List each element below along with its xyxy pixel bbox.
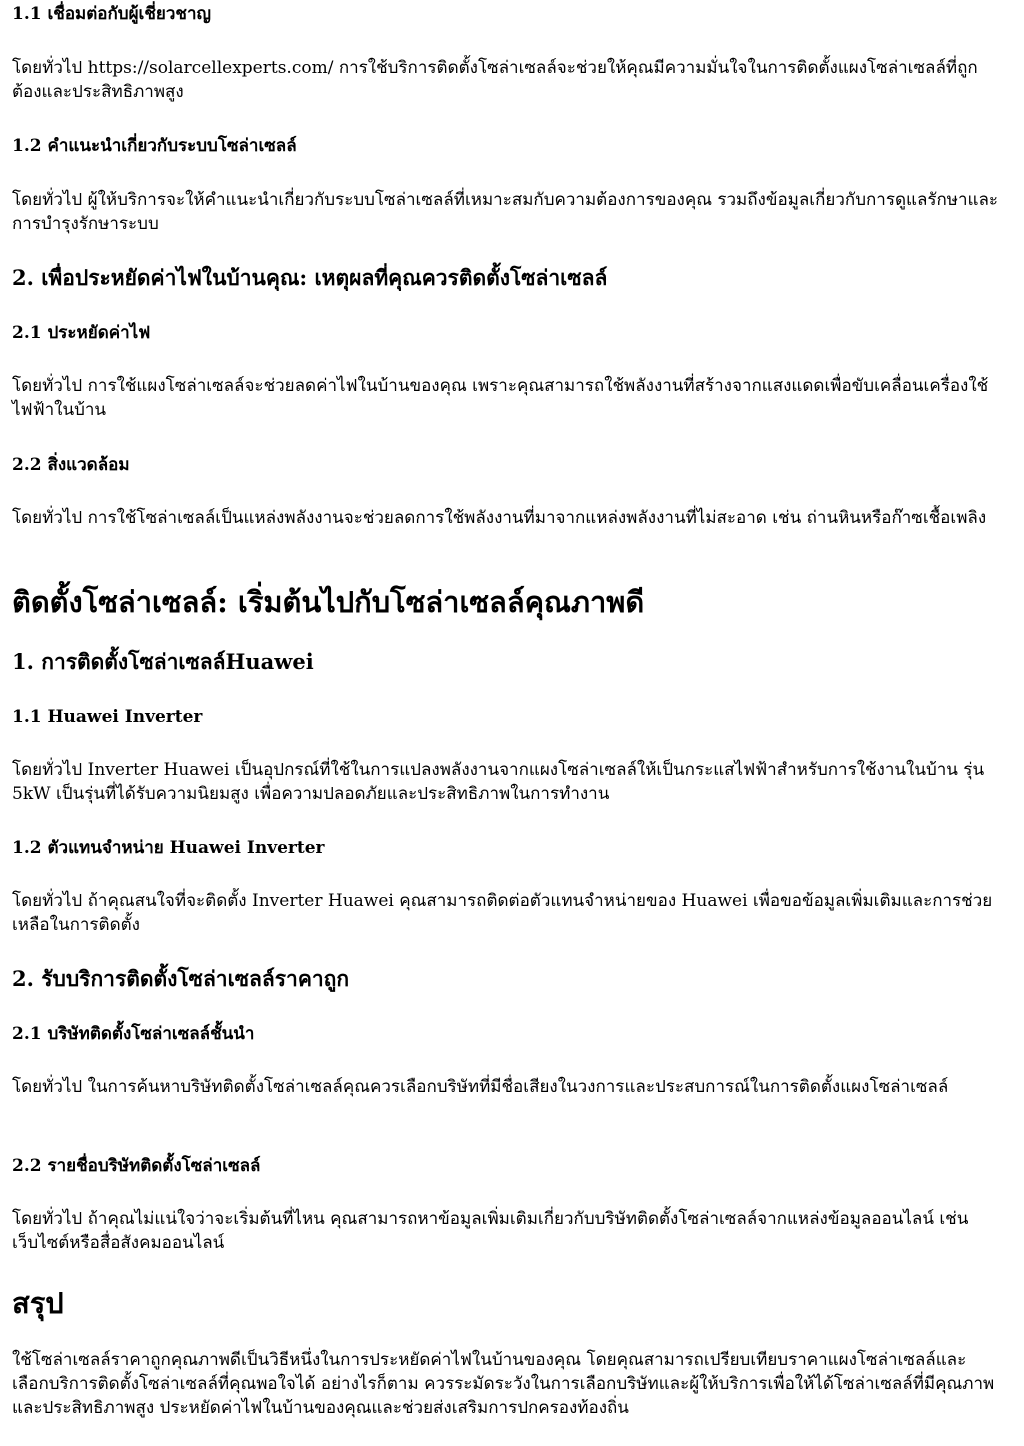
main-section-1-2-heading: 1.2 ตัวแทนจำหน่าย Huawei Inverter (12, 838, 325, 858)
section-1-1-body: โดยทั่วไป https://solarcellexperts.com/ การใช้บริการติดตั้งโซล่าเซลล์จะช่วยให้คุณมีความมั่นใจในการติดตั้งแผงโซล่าเซลล์ที่ถูกต้องและประสิทธิภาพสูง (12, 58, 978, 102)
summary-body: ใช้โซล่าเซลล์ราคาถูกคุณภาพดีเป็นวิธีหนึ่งในการประหยัดค่าไฟในบ้านของคุณ โดยคุณสามารถเปรียบเทียบราคาแผงโซล่าเซลล์และเลือกบริการติดตั้งโซล่าเซลล์ที่คุณพอใจได้ อย่างไรก็ตาม ควรระมัดระวังในการเลือกบริษัทและผู้ให้บริการเพื่อให้ได้โซล่าเซลล์ที่มีคุณภาพและประสิทธิภาพสูง ประหยัดค่าไฟในบ้านของคุณและช่วยส่งเสริมการปกครองท้องถิ่น (12, 1350, 995, 1418)
main-section-1-1-heading: 1.1 Huawei Inverter (12, 707, 203, 727)
main-section-2-1-heading: 2.1 บริษัทติดตั้งโซล่าเซลล์ชั้นนำ (12, 1024, 255, 1044)
section-2-heading: 2. เพื่อประหยัดค่าไฟในบ้านคุณ: เหตุผลที่คุณควรติดตั้งโซล่าเซลล์ (12, 265, 608, 290)
summary-heading: สรุป (12, 1286, 64, 1320)
section-1-2-body: โดยทั่วไป ผู้ให้บริการจะให้คำแนะนำเกี่ยวกับระบบโซล่าเซลล์ที่เหมาะสมกับความต้องการของคุณ รวมถึงข้อมูลเกี่ยวกับการดูแลรักษาและการบำรุงรักษาระบบ (12, 190, 999, 234)
main-section-2-2-body: โดยทั่วไป ถ้าคุณไม่แน่ใจว่าจะเริ่มต้นที่ไหน คุณสามารถหาข้อมูลเพิ่มเติมเกี่ยวกับบริษัทติดตั้งโซล่าเซลล์จากแหล่งข้อมูลออนไลน์ เช่น เว็บไซต์หรือสื่อสังคมออนไลน์ (12, 1209, 969, 1253)
section-2-2-body: โดยทั่วไป การใช้โซล่าเซลล์เป็นแหล่งพลังงานจะช่วยลดการใช้พลังงานที่มาจากแหล่งพลังงานที่ไม่สะอาด เช่น ถ่านหินหรือก๊าซเชื้อเพลิง (12, 508, 987, 528)
main-section-1-heading: 1. การติดตั้งโซล่าเซลล์Huawei (12, 649, 314, 674)
section-1-1-heading: 1.1 เชื่อมต่อกับผู้เชี่ยวชาญ (12, 4, 211, 24)
main-section-2-2-heading: 2.2 รายชื่อบริษัทติดตั้งโซล่าเซลล์ (12, 1156, 261, 1176)
main-heading: ติดตั้งโซล่าเซลล์: เริ่มต้นไปกับโซล่าเซลล์คุณภาพดี (12, 585, 645, 619)
section-2-1-heading: 2.1 ประหยัดค่าไฟ (12, 323, 151, 343)
section-2-1-body: โดยทั่วไป การใช้แผงโซล่าเซลล์จะช่วยลดค่าไฟในบ้านของคุณ เพราะคุณสามารถใช้พลังงานที่สร้างจากแสงแดดเพื่อขับเคลื่อนเครื่องใช้ไฟฟ้าในบ้าน (12, 376, 989, 420)
section-2-2-heading: 2.2 สิ่งแวดล้อม (12, 455, 130, 475)
main-section-1-2-body: โดยทั่วไป ถ้าคุณสนใจที่จะติดตั้ง Inverter Huawei คุณสามารถติดต่อตัวแทนจำหน่ายของ Huawei เพื่อขอข้อมูลเพิ่มเติมและการช่วยเหลือในการติดตั้ง (12, 891, 993, 935)
main-section-2-1-body: โดยทั่วไป ในการค้นหาบริษัทติดตั้งโซล่าเซลล์คุณควรเลือกบริษัทที่มีชื่อเสียงในวงการและประสบการณ์ในการติดตั้งแผงโซล่าเซลล์ (12, 1077, 949, 1097)
main-section-2-heading: 2. รับบริการติดตั้งโซล่าเซลล์ราคาถูก (12, 966, 350, 991)
section-1-2-heading: 1.2 คำแนะนำเกี่ยวกับระบบโซล่าเซลล์ (12, 136, 297, 156)
main-section-1-1-body: โดยทั่วไป Inverter Huawei เป็นอุปกรณ์ที่ใช้ในการแปลงพลังงานจากแผงโซล่าเซลล์ให้เป็นกระแสไฟฟ้าสำหรับการใช้งานในบ้าน รุ่น 5kW เป็นรุ่นที่ได้รับความนิยมสูง เพื่อความปลอดภัยและประสิทธิภาพในการทำงาน (12, 760, 985, 804)
